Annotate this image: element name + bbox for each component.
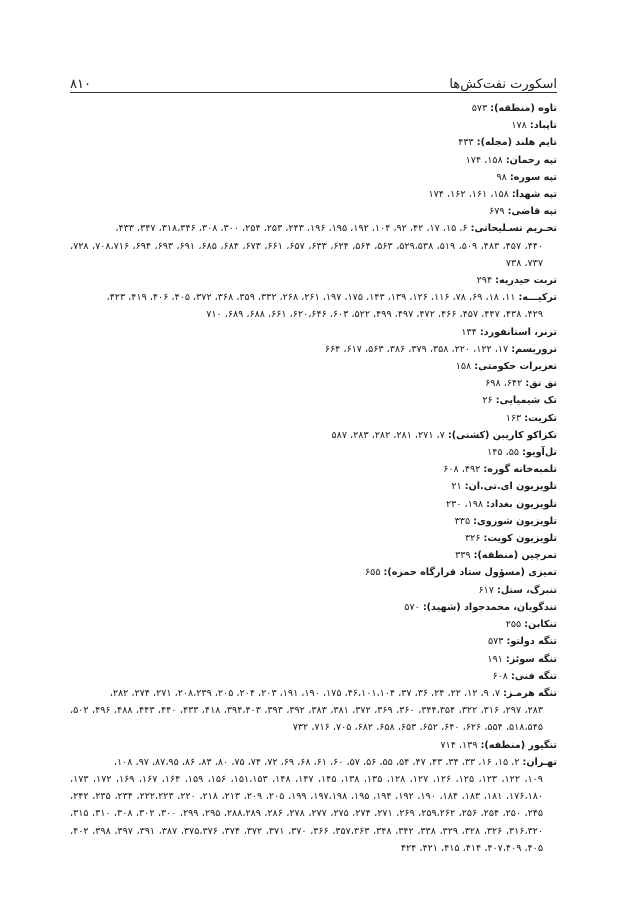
index-page-refs: ۴۹۲، ۶۰۸ xyxy=(443,464,484,476)
index-term: تربت حیدریه: xyxy=(495,275,557,287)
index-entry xyxy=(70,599,557,616)
index-entry xyxy=(70,668,557,685)
index-term: تلمبه‌خانه گوره: xyxy=(483,464,557,476)
header-rule xyxy=(70,92,557,93)
index-page-refs: ۶، ۱۵، ۱۷، ۴۲، ۹۲، ۱۰۴، ۱۹۲، ۱۹۵، ۱۹۶، ۲۴۳، ۲۵۳، ۲۵۴، ۳۰۰، ۳۰۸، ۳۱۸،۳۴۶، ۳۴۷، ۴۳۳، xyxy=(115,223,471,235)
index-entry xyxy=(70,651,557,668)
index-page-refs: ۶۵۵ xyxy=(365,567,384,579)
index-term: تلویزیون شوروی: xyxy=(473,515,557,527)
index-entry xyxy=(70,220,557,272)
index-term: تپه رحمان: xyxy=(505,154,557,166)
index-entry xyxy=(70,513,557,530)
index-term: تق تق: xyxy=(525,378,557,390)
index-term: تلویزیون بغداد: xyxy=(486,498,557,510)
index-entry xyxy=(70,117,557,134)
index-term: تنگه هرمـز: xyxy=(503,687,557,699)
index-term: تمرچین (منطقه): xyxy=(473,550,557,562)
index-term: تکزاکو کاریبن (کشتی): xyxy=(447,429,557,441)
index-term: تمیزی (مسؤول ستاد قرارگاه حمزه): xyxy=(383,567,557,579)
index-page-refs: ۲۱ xyxy=(451,481,465,493)
index-term: تل‌آویو: xyxy=(522,447,557,459)
index-term: تهـران: xyxy=(522,756,557,768)
index-page-refs: ۳۳۵ xyxy=(454,515,474,527)
index-page-refs: ۲۵۵ xyxy=(505,619,525,631)
page-number: ۸۱۰ xyxy=(70,77,91,92)
index-term: تعزیرات حکومتی: xyxy=(474,361,557,373)
running-title: اسکورت نفت‌کش‌ها xyxy=(449,77,557,92)
index-term: تلویزیون ای.تی.ان: xyxy=(464,481,557,493)
index-page-refs: ۵۷۳ xyxy=(471,103,491,114)
index-term: تندگویان، محمدجواد (شهید): xyxy=(422,601,557,613)
index-page-refs: ۹۸ xyxy=(496,171,510,183)
index-page-refs: ۷، ۲۷۱، ۲۸۱، ۲۸۲، ۲۸۳، ۵۸۷ xyxy=(331,429,448,441)
index-entry xyxy=(70,530,557,547)
index-page-refs: ۱۵۸ xyxy=(455,361,475,373)
index-entry xyxy=(70,341,557,358)
index-entry xyxy=(70,289,557,323)
index-page-refs-continued: ۴۲۹، ۴۳۸، ۴۴۷، ۴۵۷، ۴۶۶، ۴۷۲، ۴۹۷، ۴۹۹، ۵۲۲، ۶۰۳، ۶۲۰،۶۴۶، ۶۶۱، ۶۸۸، ۶۸۹، ۷۱۰ xyxy=(206,309,543,321)
index-entry xyxy=(70,496,557,513)
index-page-refs: ۱۹۸، ۲۳۰ xyxy=(445,498,487,510)
index-page-refs-continued: ۴۴۰، ۴۵۷، ۴۸۳، ۵۰۹، ۵۱۹، ۵۲۹،۵۳۸، ۵۶۳، ۵۶۴، ۶۲۴، ۶۳۳، ۶۵۷، ۶۶۱، ۶۷۳، ۶۸۴، ۶۸۵، ۶۹۱، ۶۹۳، ۶۹۴، ۷۰۸،۷۱۶، ۷۲۸، ۷۳۷، ۷۳۸ xyxy=(70,240,544,269)
index-term: تایم هلند (مجله): xyxy=(476,137,557,149)
index-page-refs: ۵۵، ۱۴۵ xyxy=(487,447,523,459)
index-entry xyxy=(70,358,557,375)
index-page-refs: ۲۹۴ xyxy=(476,275,496,287)
index-term: تپه سوره: xyxy=(509,171,557,183)
index-term: ترکیـــه: xyxy=(518,292,557,304)
index-term: ترنر، استانفورد: xyxy=(479,326,557,338)
index-term: تحـریم تسـلیحاتی: xyxy=(470,223,557,235)
index-entry xyxy=(70,564,557,581)
index-term: تنگیور (منطقه): xyxy=(480,739,557,751)
index-entry xyxy=(70,100,557,117)
index-entry xyxy=(70,203,557,220)
index-entry xyxy=(70,737,557,754)
index-page-refs: ۶۱۷ xyxy=(478,584,498,596)
index-entry xyxy=(70,461,557,478)
index-page-refs: ۴۳۳ xyxy=(458,137,477,149)
index-term: تپه شهدا: xyxy=(511,189,557,201)
index-page-refs: ۱۹۱ xyxy=(487,653,506,665)
index-term: تک شیمیایی: xyxy=(495,395,557,407)
index-entry xyxy=(70,410,557,427)
index-page-refs: ۱۳۴ xyxy=(461,326,480,338)
index-term: تنگه فنی: xyxy=(511,670,557,682)
index-page-refs: ۲، ۱۵، ۱۶، ۳۳، ۳۴، ۴۳، ۴۷، ۵۴، ۵۵، ۵۶، ۵۷، ۶۰، ۶۱، ۶۸، ۶۹، ۷۲، ۷۴، ۷۵، ۸۰، ۸۳، ۸۶، ۸۷،۹۵، ۹۷، ۱۰۸، xyxy=(113,756,523,768)
index-entry xyxy=(70,685,557,737)
index-page-refs-continued: ۲۸۳، ۲۹۷، ۳۱۶، ۳۲۲، ۳۴۴،۳۵۴، ۳۶۰، ۳۶۹، ۳۷۲، ۳۸۱، ۳۸۳، ۳۹۲، ۳۹۳، ۳۹۴،۴۰۳، ۴۱۸، ۴۳۳، ۴۴۰، ۴۴۳، ۴۸۸، ۴۹۶، ۵۰۲، ۵۱۸،۵۴۵، ۵۵۴، ۶۲۶، ۶۴۰، ۶۵۲، ۶۵۳، ۶۵۸، ۶۸۲، ۷۰۵، ۷۱۶، ۷۳۲ xyxy=(70,705,544,734)
index-term: تکریت: xyxy=(524,412,557,424)
index-entry xyxy=(70,324,557,341)
index-entry xyxy=(70,444,557,461)
index-page-refs: ۷، ۹، ۱۲، ۲۲، ۲۴، ۳۶، ۳۷، ۴۶،۱۰۱،۱۰۴، ۱۷۵، ۱۹۰، ۱۹۱، ۲۰۳، ۲۰۴، ۲۰۵، ۲۰۸،۲۳۹، ۲۷۱، ۲۷۴، ۲۸۲، xyxy=(109,687,504,699)
index-page-refs: ۶۴۲، ۶۹۸ xyxy=(485,378,526,390)
index-term: تاوه (منطقه): xyxy=(490,103,557,114)
index-entry xyxy=(70,272,557,289)
index-term: تنگه دولتو: xyxy=(506,636,557,648)
index-list xyxy=(70,100,557,857)
index-entry xyxy=(70,616,557,633)
index-entry xyxy=(70,134,557,151)
index-term: تنکابن: xyxy=(524,619,557,631)
index-page-refs-continued: ۱۰۹، ۱۲۲، ۱۲۳، ۱۲۵، ۱۲۶، ۱۲۷، ۱۲۸، ۱۳۵، ۱۳۸، ۱۴۵، ۱۴۷، ۱۴۸، ۱۵۱،۱۵۳، ۱۵۶، ۱۵۹، ۱۶۴، ۱۶۷، ۱۶۹، ۱۷۲، ۱۷۳، ۱۷۶،۱۸۰، ۱۸۱، ۱۸۳، ۱۸۴، ۱۹۰، ۱۹۲، ۱۹۴، ۱۹۵، ۱۹۷،۱۹۸، ۱۹۹، ۲۰۵، ۲۰۹، ۲۱۳، ۲۱۸، ۲۲۰، ۲۲۲،۲۲۳، ۲۳۴، ۲۳۵، ۲۴۲، ۲۴۵، ۲۵۰، ۲۵۴، ۲۵۶، ۲۵۹،۲۶۲، ۲۶۹، ۲۷۱، ۲۷۴، ۲۷۵، ۲۷۷، ۲۷۸، ۲۸۶، ۲۸۸،۲۸۹، ۲۹۵، ۲۹۹، ۳۰۰، ۳۰۲، ۳۰۸، ۳۱۰، ۳۱۵، ۳۱۶،۳۲۰، ۳۲۶، ۳۲۸، ۳۲۹، ۳۳۸، ۳۴۲، ۳۴۸، ۳۵۷،۳۶۳، ۳۶۶، ۳۷۰، ۳۷۱، ۳۷۲، ۳۷۴، ۳۷۵،۳۷۶، ۳۸۷، ۳۹۱، ۳۹۷، ۳۹۸، ۴۰۲، ۴۰۵، ۴۰۷،۴۰۹، ۴۱۴، ۴۱۵، ۴۲۱، ۴۲۴ xyxy=(70,773,544,854)
index-term: تپه قاضی: xyxy=(507,206,557,218)
index-term: تلویزیون کویت: xyxy=(483,533,557,545)
index-term: تنگه سوئز: xyxy=(505,653,557,665)
page-header xyxy=(70,66,557,92)
index-entry xyxy=(70,754,557,857)
index-page-refs: ۱۱، ۱۸، ۶۹، ۷۸، ۱۱۶، ۱۲۶، ۱۳۹، ۱۴۳، ۱۷۵، ۱۹۷، ۲۶۱، ۲۶۸، ۳۳۲، ۳۵۹، ۳۶۸، ۳۷۲، ۴۰۵، ۴۰۶، ۴۱۹، ۴۲۳، xyxy=(106,292,519,304)
index-page-refs: ۱۷، ۱۲۲، ۲۲۰، ۳۵۸، ۳۷۹، ۳۸۶، ۵۶۳، ۶۱۷، ۶۶۴ xyxy=(324,343,512,355)
index-page-refs: ۳۲۶ xyxy=(465,533,484,545)
index-entry xyxy=(70,547,557,564)
index-entry xyxy=(70,392,557,409)
index-entry xyxy=(70,478,557,495)
index-page-refs: ۱۶۳ xyxy=(505,412,525,424)
index-page-refs: ۱۳۹، ۷۱۴ xyxy=(440,739,481,751)
index-term: تروریسم: xyxy=(511,343,557,355)
index-entry xyxy=(70,427,557,444)
index-entry xyxy=(70,375,557,392)
index-page-refs: ۱۵۸، ۱۷۴ xyxy=(465,154,506,166)
index-page-refs: ۶۰۸ xyxy=(492,670,511,682)
index-entry xyxy=(70,169,557,186)
index-entry xyxy=(70,582,557,599)
index-page-refs: ۵۷۰ xyxy=(404,601,423,613)
index-page-refs: ۵۷۳ xyxy=(487,636,507,648)
index-page-refs: ۱۷۸ xyxy=(511,120,530,132)
index-term: تنبرگ، ستل: xyxy=(497,584,557,596)
index-page-refs: ۱۵۸، ۱۶۱، ۱۶۲، ۱۷۴ xyxy=(428,189,512,201)
index-entry xyxy=(70,633,557,650)
index-entry xyxy=(70,152,557,169)
index-page-refs: ۳۳۹ xyxy=(455,550,474,562)
index-page-refs: ۶۷۹ xyxy=(489,206,508,218)
index-entry xyxy=(70,186,557,203)
index-page-refs: ۲۶ xyxy=(482,395,496,407)
index-term: تاپباد: xyxy=(529,120,557,132)
